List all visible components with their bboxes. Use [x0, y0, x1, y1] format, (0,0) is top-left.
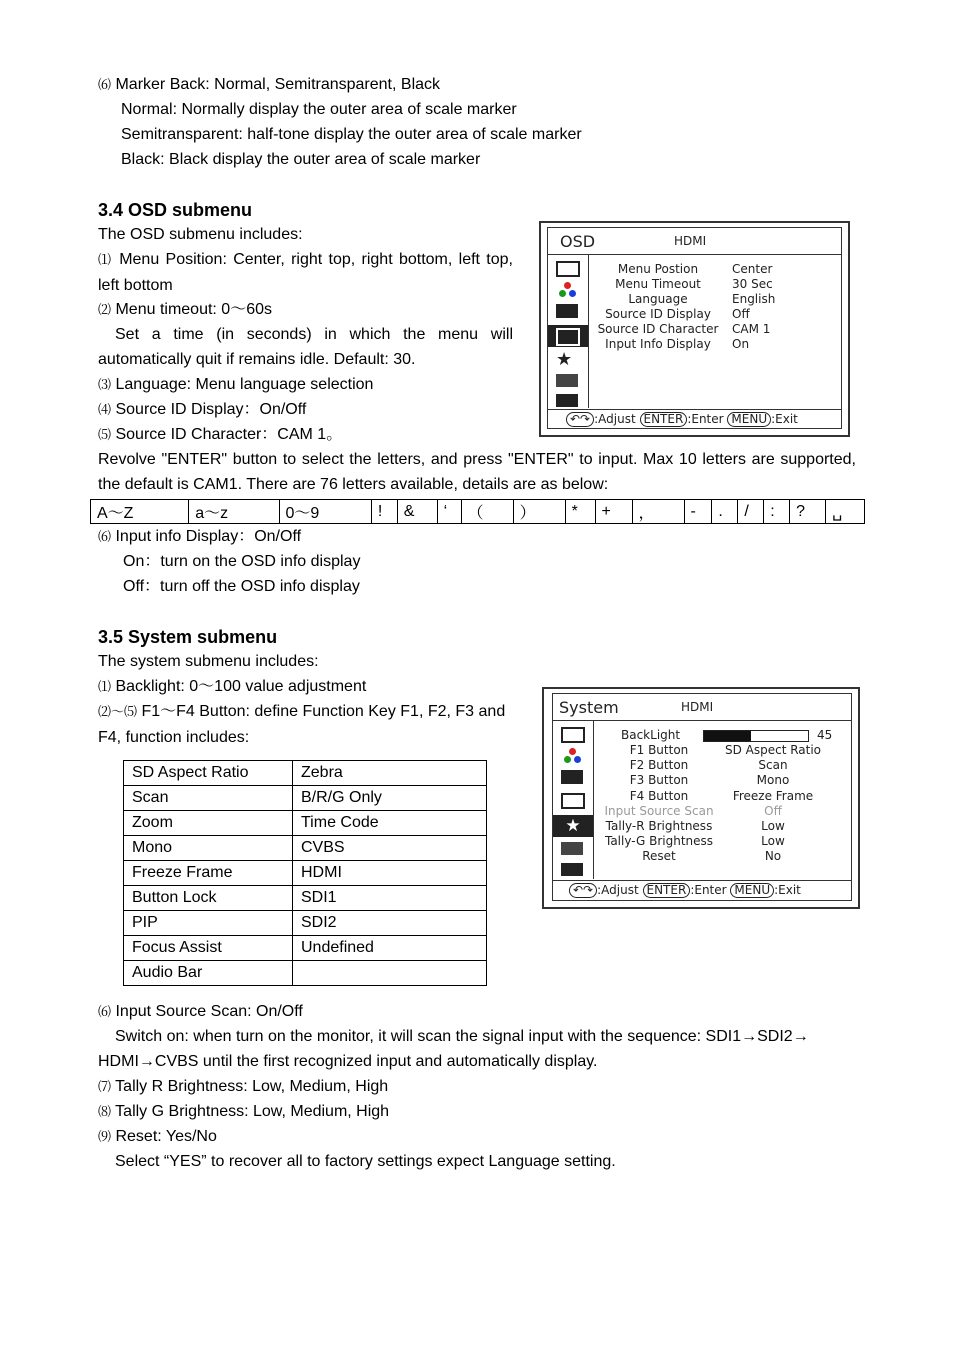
item-number: ⑸ [98, 428, 112, 443]
item-number: ⑹ [98, 78, 112, 93]
character-row [91, 500, 865, 524]
osd-menu-title: OSD [560, 232, 596, 251]
function-cell: B/R/G Only [293, 786, 487, 811]
osd-menu-footer [566, 412, 798, 427]
item-text: Language: Menu language selection [115, 376, 374, 393]
system-row-label: Tally-R Brightness [605, 819, 713, 833]
system-row-label: Reset [642, 849, 676, 864]
character-cell: ? [790, 500, 826, 524]
function-row [124, 911, 487, 936]
camera-icon [561, 770, 583, 784]
backlight-bar-fill [704, 731, 751, 741]
item-text: F1～F4 Button: define Function Key F1, F2, F3 and F4, function includes: [98, 703, 506, 746]
item-number: ⑵ [98, 303, 112, 318]
function-row [124, 786, 487, 811]
character-cell: ， [632, 500, 684, 524]
system-menu-title: System [559, 698, 619, 717]
osd-row-label: Menu Postion [617, 262, 699, 276]
star-icon-selected: ★ [553, 815, 593, 837]
function-row [124, 861, 487, 886]
function-cell: Time Code [293, 811, 487, 836]
osd-row-value: On [732, 337, 750, 351]
character-table [90, 499, 865, 524]
osd-item-3 [98, 375, 373, 396]
character-cell: . [712, 500, 738, 524]
keyboard-icon [561, 842, 583, 855]
function-cell: SDI2 [293, 911, 487, 936]
function-row [124, 936, 487, 961]
footer-adjust: :Adjust [594, 412, 636, 426]
item-text: Backlight: 0～100 value adjustment [115, 678, 367, 695]
character-cell: a～z [189, 500, 279, 524]
item-text: Tally R Brightness: Low, Medium, High [115, 1078, 389, 1095]
item-text: Menu Position: Center, right top, right bottom, left top, left bottom [98, 251, 513, 294]
footer-enter: :Enter [690, 883, 727, 897]
system-item-8 [98, 1102, 389, 1123]
character-cell: ! [371, 500, 397, 524]
item-number: ⑵～⑸ [98, 705, 138, 720]
function-row [124, 961, 487, 986]
item-text: Input info Display：On/Off [115, 528, 302, 545]
marker-semi: Semitransparent: half-tone display the outer area of scale marker [121, 126, 582, 143]
function-row [124, 811, 487, 836]
menu-key: MENU [727, 412, 771, 427]
function-cell: HDMI [293, 861, 487, 886]
item-number: ⑴ [98, 680, 112, 695]
camera-icon [556, 304, 578, 318]
osd-icon [561, 793, 585, 809]
system-row-value: Off [764, 803, 782, 818]
footer-enter: :Enter [687, 412, 724, 426]
system-row-label: F4 Button [629, 788, 689, 803]
system-row-label: Input Source Scan [604, 803, 714, 818]
backlight-value: 45 [817, 728, 833, 742]
color-icon [556, 282, 580, 300]
function-cell: Button Lock [124, 886, 293, 911]
item-number: ⑴ [98, 253, 113, 268]
system-row-value: Freeze Frame [732, 788, 814, 803]
item-number: ⑻ [98, 1105, 112, 1120]
character-cell: * [565, 500, 595, 524]
function-cell: CVBS [293, 836, 487, 861]
system-row-value: Scan [758, 758, 788, 773]
system-menu-frame [552, 693, 852, 901]
function-cell: SDI1 [293, 886, 487, 911]
osd-row-value: Center [732, 262, 773, 276]
system-row-label: F3 Button [629, 773, 689, 788]
osd-menu-source: HDMI [674, 234, 707, 248]
osd-row-label: Input Info Display [605, 337, 711, 351]
system-menu-source: HDMI [681, 700, 714, 714]
item-number: ⑺ [98, 1080, 112, 1095]
system-item-6-desc: Switch on: when turn on the monitor, it will scan the signal input with the sequence: SDI1→SDI2→ HDMI→CVBS until the first recognized input and automatically display. [98, 1028, 809, 1070]
osd-revolve-text: Revolve "ENTER" button to select the letters, and press "ENTER" to input. Max 10 letters are supported, the default is CAM1. There are 76 letters available, details are as below: [98, 451, 856, 493]
system-item-1 [98, 677, 366, 698]
osd-item-5 [98, 425, 342, 446]
osd-on-desc: On：turn on the OSD info display [123, 553, 361, 570]
osd-includes: The OSD submenu includes: [98, 226, 303, 243]
osd-menu-frame [547, 227, 842, 429]
system-heading: 3.5 System submenu [98, 627, 278, 647]
osd-row-label: Source ID Character [597, 322, 719, 336]
function-cell: PIP [124, 911, 293, 936]
osd-row-value: English [732, 292, 776, 306]
system-item-2 [98, 699, 513, 750]
function-cell: Undefined [293, 936, 487, 961]
character-cell: - [684, 500, 712, 524]
osd-item-2 [98, 300, 272, 321]
system-menu-footer [569, 883, 801, 898]
system-row-label: F2 Button [629, 758, 689, 773]
marker-back-item [98, 75, 440, 96]
function-table-body [124, 761, 487, 986]
function-table [123, 760, 487, 986]
system-row-value: SD Aspect Ratio [724, 743, 822, 757]
osd-row-value: Off [732, 307, 750, 321]
system-item-6 [98, 1002, 303, 1023]
item-text: Marker Back: Normal, Semitransparent, Black [115, 76, 441, 93]
character-cell: & [397, 500, 437, 524]
system-icon-column [553, 721, 594, 879]
function-row [124, 761, 487, 786]
function-cell: Mono [124, 836, 293, 861]
osd-off-desc: Off：turn off the OSD info display [123, 578, 360, 595]
monitor-icon [556, 394, 578, 407]
osd-row-label: Language [628, 292, 688, 306]
list-icon [561, 727, 585, 743]
color-icon [561, 748, 585, 766]
system-row-value: No [764, 849, 782, 864]
function-row [124, 836, 487, 861]
system-item-9-desc: Select “YES” to recover all to factory settings expect Language setting. [115, 1153, 616, 1170]
list-icon [556, 261, 580, 277]
star-icon: ★ [556, 349, 573, 370]
marker-normal: Normal: Normally display the outer area of scale marker [121, 101, 517, 118]
system-row-label: Tally-G Brightness [604, 834, 714, 849]
item-number: ⑼ [98, 1130, 112, 1145]
osd-row-value: CAM 1 [732, 322, 771, 336]
system-item-7 [98, 1077, 388, 1098]
adjust-icon: ↶↷ [566, 412, 594, 427]
character-cell: （ [461, 500, 513, 524]
footer-adjust: :Adjust [597, 883, 639, 897]
character-cell: ␣ [826, 500, 865, 524]
item-text: Reset: Yes/No [115, 1128, 217, 1145]
item-number: ⑹ [98, 1005, 112, 1020]
osd-item-4 [98, 400, 306, 421]
item-number: ⑹ [98, 530, 112, 545]
function-cell: Scan [124, 786, 293, 811]
adjust-icon: ↶↷ [569, 883, 597, 898]
backlight-bar [703, 730, 809, 742]
system-row-value: Mono [756, 773, 790, 788]
character-cell: ‘ [437, 500, 461, 524]
monitor-icon [561, 863, 583, 876]
character-cell: : [764, 500, 790, 524]
item-number: ⑶ [98, 378, 112, 393]
osd-item-2-desc: Set a time (in seconds) in which the menu will automatically quit if remains idle. Default: 30. [98, 326, 513, 368]
system-row-label: F1 Button [629, 743, 689, 757]
function-cell: Focus Assist [124, 936, 293, 961]
footer-exit: :Exit [771, 412, 798, 426]
item-text: Source ID Character：CAM 1。 [115, 426, 343, 443]
item-text: Source ID Display：On/Off [115, 401, 307, 418]
osd-row-label: Source ID Display [605, 307, 711, 321]
function-cell [293, 961, 487, 986]
character-cell: / [738, 500, 764, 524]
osd-item-1 [98, 247, 513, 298]
marker-black: Black: Black display the outer area of scale marker [121, 151, 481, 168]
menu-key: MENU [730, 883, 774, 898]
system-row-value: Low [761, 819, 785, 833]
osd-item-6 [98, 527, 301, 548]
osd-row-value: 30 Sec [732, 277, 773, 291]
character-cell: + [595, 500, 632, 524]
osd-icon-column [548, 255, 589, 408]
system-row-value: Low [761, 834, 785, 849]
backlight-label: BackLight [621, 728, 681, 742]
character-cell: 0～9 [279, 500, 371, 524]
function-cell: Zoom [124, 811, 293, 836]
function-cell: Zebra [293, 761, 487, 786]
item-number: ⑷ [98, 403, 112, 418]
system-menu-screenshot [542, 687, 860, 909]
system-includes: The system submenu includes: [98, 653, 319, 670]
osd-row-label: Menu Timeout [615, 277, 701, 291]
function-cell: Audio Bar [124, 961, 293, 986]
character-cell: A～Z [91, 500, 189, 524]
osd-icon-selected [548, 325, 588, 347]
item-text: Tally G Brightness: Low, Medium, High [115, 1103, 390, 1120]
osd-heading: 3.4 OSD submenu [98, 200, 253, 220]
function-cell: Freeze Frame [124, 861, 293, 886]
system-item-9 [98, 1127, 217, 1148]
item-text: Menu timeout: 0～60s [115, 301, 272, 318]
osd-menu-screenshot [539, 221, 850, 437]
keyboard-icon [556, 374, 578, 387]
enter-key: ENTER [640, 412, 688, 427]
character-cell: ） [513, 500, 565, 524]
enter-key: ENTER [643, 883, 691, 898]
function-row [124, 886, 487, 911]
footer-exit: :Exit [774, 883, 801, 897]
item-text: Input Source Scan: On/Off [115, 1003, 303, 1020]
function-cell: SD Aspect Ratio [124, 761, 293, 786]
